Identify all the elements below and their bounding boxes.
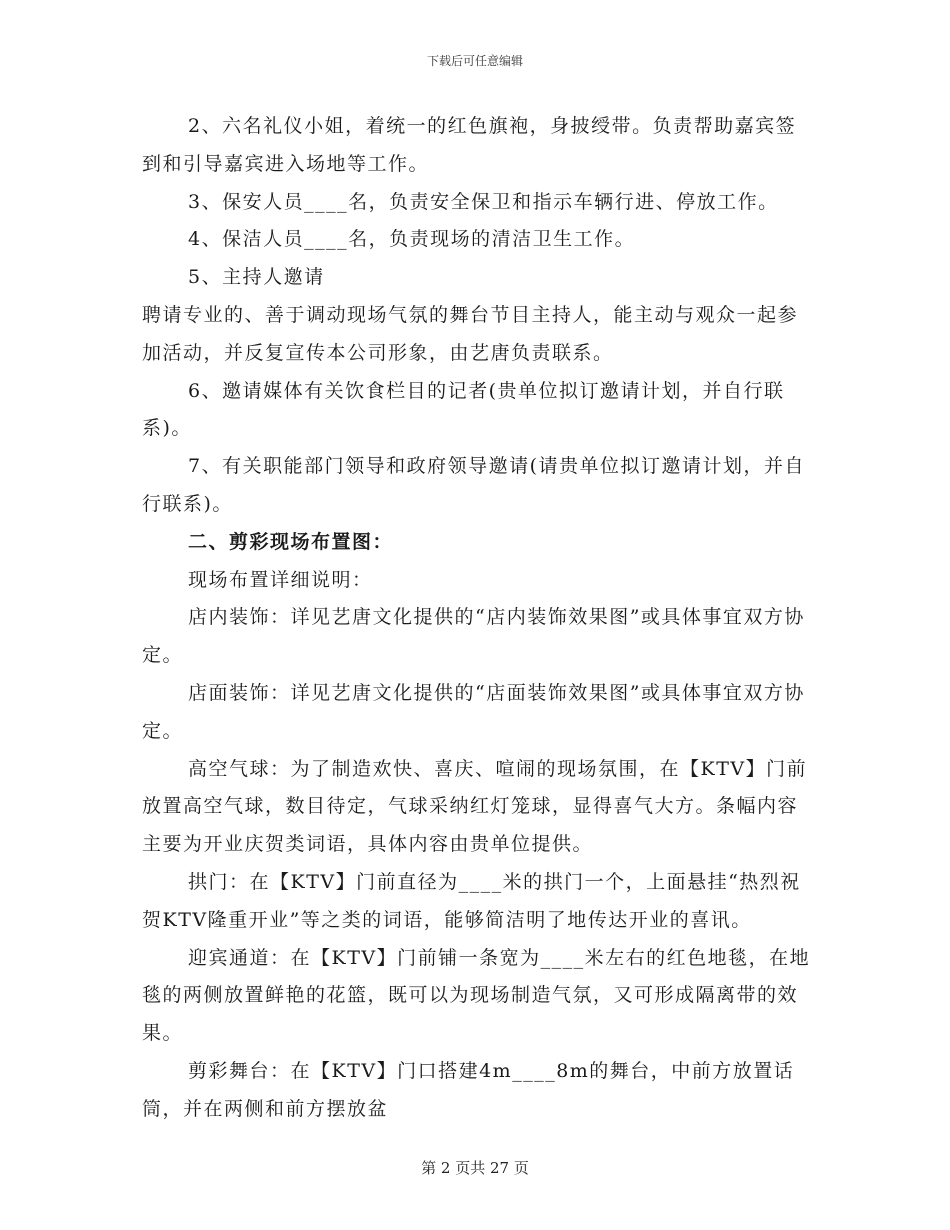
page-number: 第 2 页共 27 页 xyxy=(421,1159,529,1177)
section-heading-layout: 二、剪彩现场布置图： xyxy=(188,530,394,553)
document-body xyxy=(142,108,812,1129)
paragraph-ribbon-stage: 剪彩舞台：在【KTV】门口搭建4m____8m的舞台，中前方放置话筒，并在两侧和前方摆放盆 xyxy=(142,1059,795,1120)
paragraph-host-invite-heading: 5、主持人邀请 xyxy=(188,266,325,289)
paragraph-cleaning: 4、保洁人员____名，负责现场的清洁卫生工作。 xyxy=(188,228,636,251)
paragraph-welcome-carpet: 迎宾通道：在【KTV】门前铺一条宽为____米左右的红色地毯，在地毯的两侧放置鲜艳的花篮，既可以为现场制造气氛，又可形成隔离带的效果。 xyxy=(142,946,811,1045)
paragraph-host-invite-detail: 聘请专业的、善于调动现场气氛的舞台节目主持人，能主动与观众一起参加活动，并反复宣传本公司形象，由艺唐负责联系。 xyxy=(142,303,799,364)
page-header: 下载后可任意编辑 xyxy=(426,54,523,68)
paragraph-interior-decoration: 店内装饰：详见艺唐文化提供的“店内装饰效果图”或具体事宜双方协定。 xyxy=(142,606,805,667)
paragraph-layout-intro: 现场布置详细说明： xyxy=(188,568,373,591)
paragraph-etiquette-ladies: 2、六名礼仪小姐，着统一的红色旗袍，身披绶带。负责帮助嘉宾签到和引导嘉宾进入场地等工作。 xyxy=(142,115,797,175)
paragraph-officials-invite: 7、有关职能部门领导和政府领导邀请(请贵单位拟订邀请计划，并自行联系)。 xyxy=(142,455,806,515)
paragraph-arch: 拱门：在【KTV】门前直径为____米的拱门一个，上面悬挂“热烈祝贺KTV隆重开业”等之类的词语，能够简洁明了地传达开业的喜讯。 xyxy=(142,870,801,931)
paragraph-storefront-decoration: 店面装饰：详见艺唐文化提供的“店面装饰效果图”或具体事宜双方协定。 xyxy=(142,681,805,742)
paragraph-media-invite: 6、邀请媒体有关饮食栏目的记者(贵单位拟订邀请计划，并自行联系)。 xyxy=(142,379,785,440)
paragraph-balloons: 高空气球：为了制造欢快、喜庆、喧闹的现场氛围，在【KTV】门前放置高空气球，数目待定，气球采纳红灯笼球，显得喜气大方。条幅内容主要为开业庆贺类词语，具体内容由贵单位提供。 xyxy=(142,757,808,856)
paragraph-security: 3、保安人员____名，负责安全保卫和指示车辆行进、停放工作。 xyxy=(188,190,779,213)
